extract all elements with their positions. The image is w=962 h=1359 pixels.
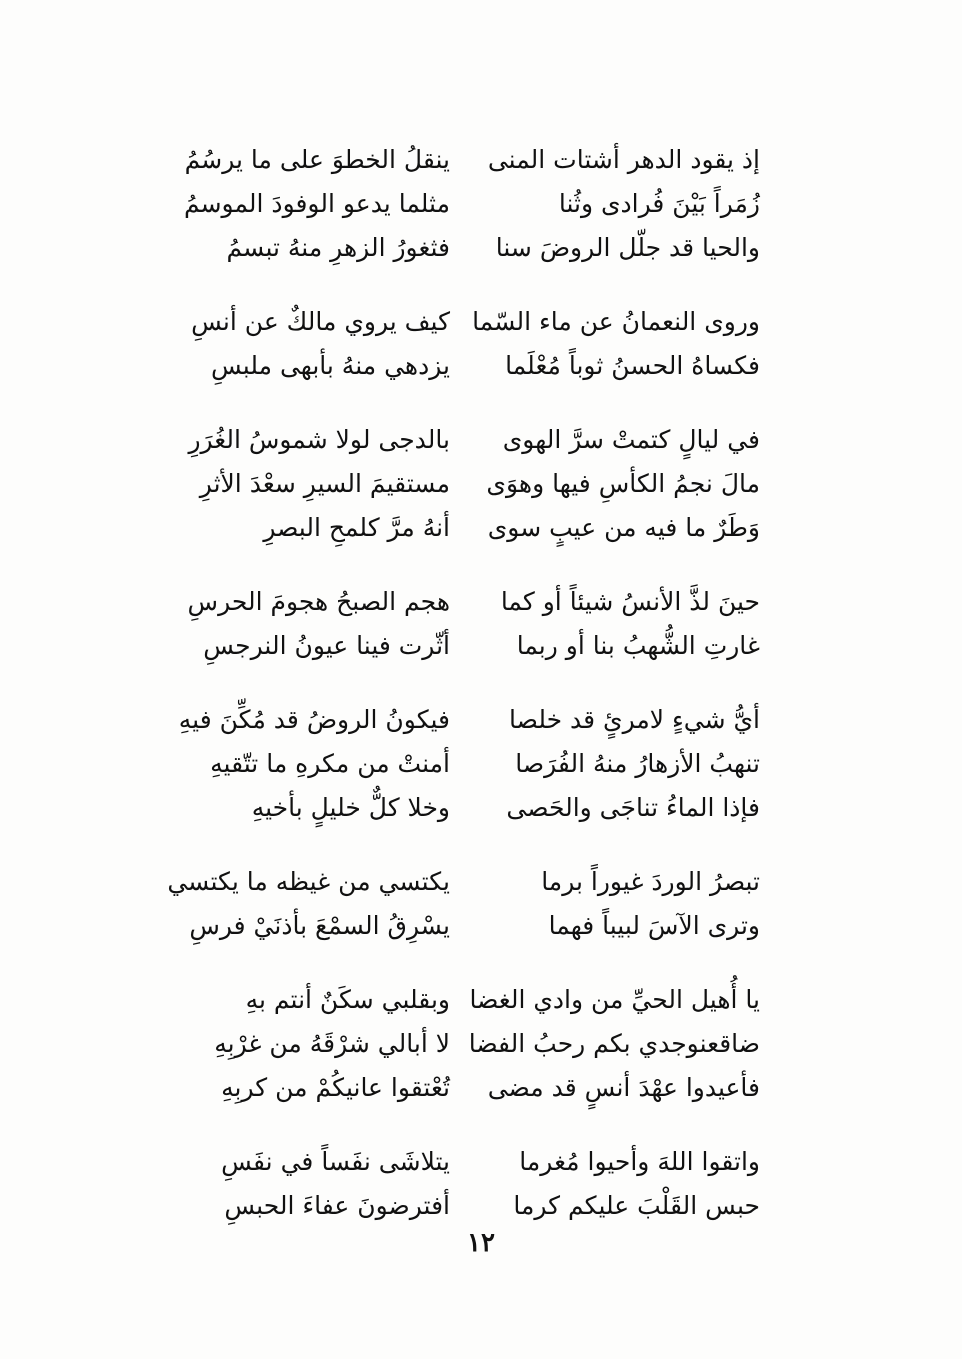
first-hemistich: أيُّ شيءٍ لامرئٍ قد خلصا xyxy=(509,705,760,734)
stanza xyxy=(160,1140,760,1228)
first-hemistich: تنهبُ الأزهارُ منهُ الفُرَصا xyxy=(515,749,760,778)
verse-line xyxy=(160,624,760,668)
verse-line xyxy=(160,742,760,786)
second-hemistich: وبقلبي سكَنٌ أنتم بهِ xyxy=(245,985,450,1014)
poem-body xyxy=(160,138,760,1258)
verse-line xyxy=(160,1184,760,1228)
second-hemistich: أمنتْ من مكرهِ ما تتّقيهِ xyxy=(210,749,450,778)
first-hemistich: مالَ نجمُ الكأسِ فيها وهوَى xyxy=(486,469,760,498)
first-hemistich: ضاقعنوجدي بكم رحبُ الفضا xyxy=(468,1029,760,1058)
second-hemistich: هجم الصبحُ هجومَ الحرسِ xyxy=(187,587,450,616)
verse-line xyxy=(160,580,760,624)
first-hemistich: إذ يقود الدهر أشتات المنى xyxy=(487,145,760,174)
second-hemistich: مستقيمَ السيرِ سعْدَ الأثرِ xyxy=(199,469,450,498)
first-hemistich: يا أُهيل الحيِّ من وادي الغضا xyxy=(469,985,760,1014)
verse-line xyxy=(160,138,760,182)
second-hemistich: لا أبالي شرْقَهُ من غرْبِهِ xyxy=(214,1029,450,1058)
first-hemistich: فكساهُ الحسنُ ثوباً مُعْلَما xyxy=(505,351,760,380)
stanza xyxy=(160,580,760,668)
first-hemistich: تبصرُ الوردَ غيوراً برما xyxy=(541,867,760,896)
second-hemistich: فثغورُ الزهرِ منهُ تبسمُ xyxy=(226,233,450,262)
verse-line xyxy=(160,1140,760,1184)
second-hemistich: أثّرت فينا عيونُ النرجسِ xyxy=(203,631,450,660)
stanza xyxy=(160,698,760,830)
verse-line xyxy=(160,978,760,1022)
stanza xyxy=(160,978,760,1110)
second-hemistich: يكتسي من غيظه ما يكتسي xyxy=(167,867,450,896)
first-hemistich: واتقوا اللهَ وأحيوا مُغرما xyxy=(519,1147,760,1176)
second-hemistich: وخلا كلٌّ خليلٍ بأخيهِ xyxy=(251,793,450,822)
stanza xyxy=(160,138,760,270)
second-hemistich: أفترضونَ عفاءَ الحبسِ xyxy=(224,1191,450,1220)
second-hemistich: يتلاشَى نفَساً في نفَسِ xyxy=(221,1147,450,1176)
verse-line xyxy=(160,786,760,830)
second-hemistich: تُعْتقوا عانيكُمْ من كربِهِ xyxy=(221,1073,450,1102)
second-hemistich: مثلما يدعو الوفودَ الموسمُ xyxy=(183,189,450,218)
verse-line xyxy=(160,418,760,462)
first-hemistich: فأعيدوا عهْدَ أنسٍ قد مضى xyxy=(487,1073,760,1102)
first-hemistich: وروى النعمانُ عن ماء السّما xyxy=(472,307,760,336)
verse-line xyxy=(160,226,760,270)
first-hemistich: حبس القَلْبَ عليكم كرما xyxy=(513,1191,760,1220)
first-hemistich: فإذا الماءُ تناجَى والحَصى xyxy=(506,793,760,822)
second-hemistich: كيف يروي مالكٌ عن أنسِ xyxy=(191,307,450,336)
verse-line xyxy=(160,1022,760,1066)
verse-line xyxy=(160,182,760,226)
stanza xyxy=(160,300,760,388)
second-hemistich: أنهُ مرَّ كلمحِ البصرِ xyxy=(263,513,450,542)
second-hemistich: يزدهي منهُ بأبهى ملبسِ xyxy=(210,351,450,380)
verse-line xyxy=(160,344,760,388)
stanza xyxy=(160,860,760,948)
first-hemistich: زُمَراً بَيْنَ فُرادى وثُنا xyxy=(558,189,760,218)
first-hemistich: وَطَرٌ ما فيه من عيبٍ سوى xyxy=(487,513,760,542)
verse-line xyxy=(160,904,760,948)
verse-line xyxy=(160,506,760,550)
first-hemistich: غارتِ الشُّهبُ بنا أو ربما xyxy=(516,631,760,660)
second-hemistich: بالدجى لولا شموسُ الغُرَرِ xyxy=(188,425,450,454)
second-hemistich: يسْرِقُ السمْعَ بأذنَيْ فرسِ xyxy=(189,911,450,940)
verse-line xyxy=(160,698,760,742)
stanza xyxy=(160,418,760,550)
verse-line xyxy=(160,1066,760,1110)
first-hemistich: حينَ لذَّ الأنسُ شيئاً أو كما xyxy=(500,587,760,616)
verse-line xyxy=(160,860,760,904)
verse-line xyxy=(160,462,760,506)
page-number: ١٢ xyxy=(467,1228,495,1258)
second-hemistich: فيكونُ الروضُ قد مُكِّنَ فيهِ xyxy=(178,705,450,734)
first-hemistich: والحيا قد جلّل الروضَ سنا xyxy=(495,233,760,262)
first-hemistich: وترى الآسَ لبيباً فهما xyxy=(548,911,760,940)
verse-line xyxy=(160,300,760,344)
first-hemistich: في ليالٍ كتمتْ سرَّ الهوى xyxy=(502,425,760,454)
second-hemistich: ينقلُ الخطوَ على ما يرسُمُ xyxy=(184,145,450,174)
